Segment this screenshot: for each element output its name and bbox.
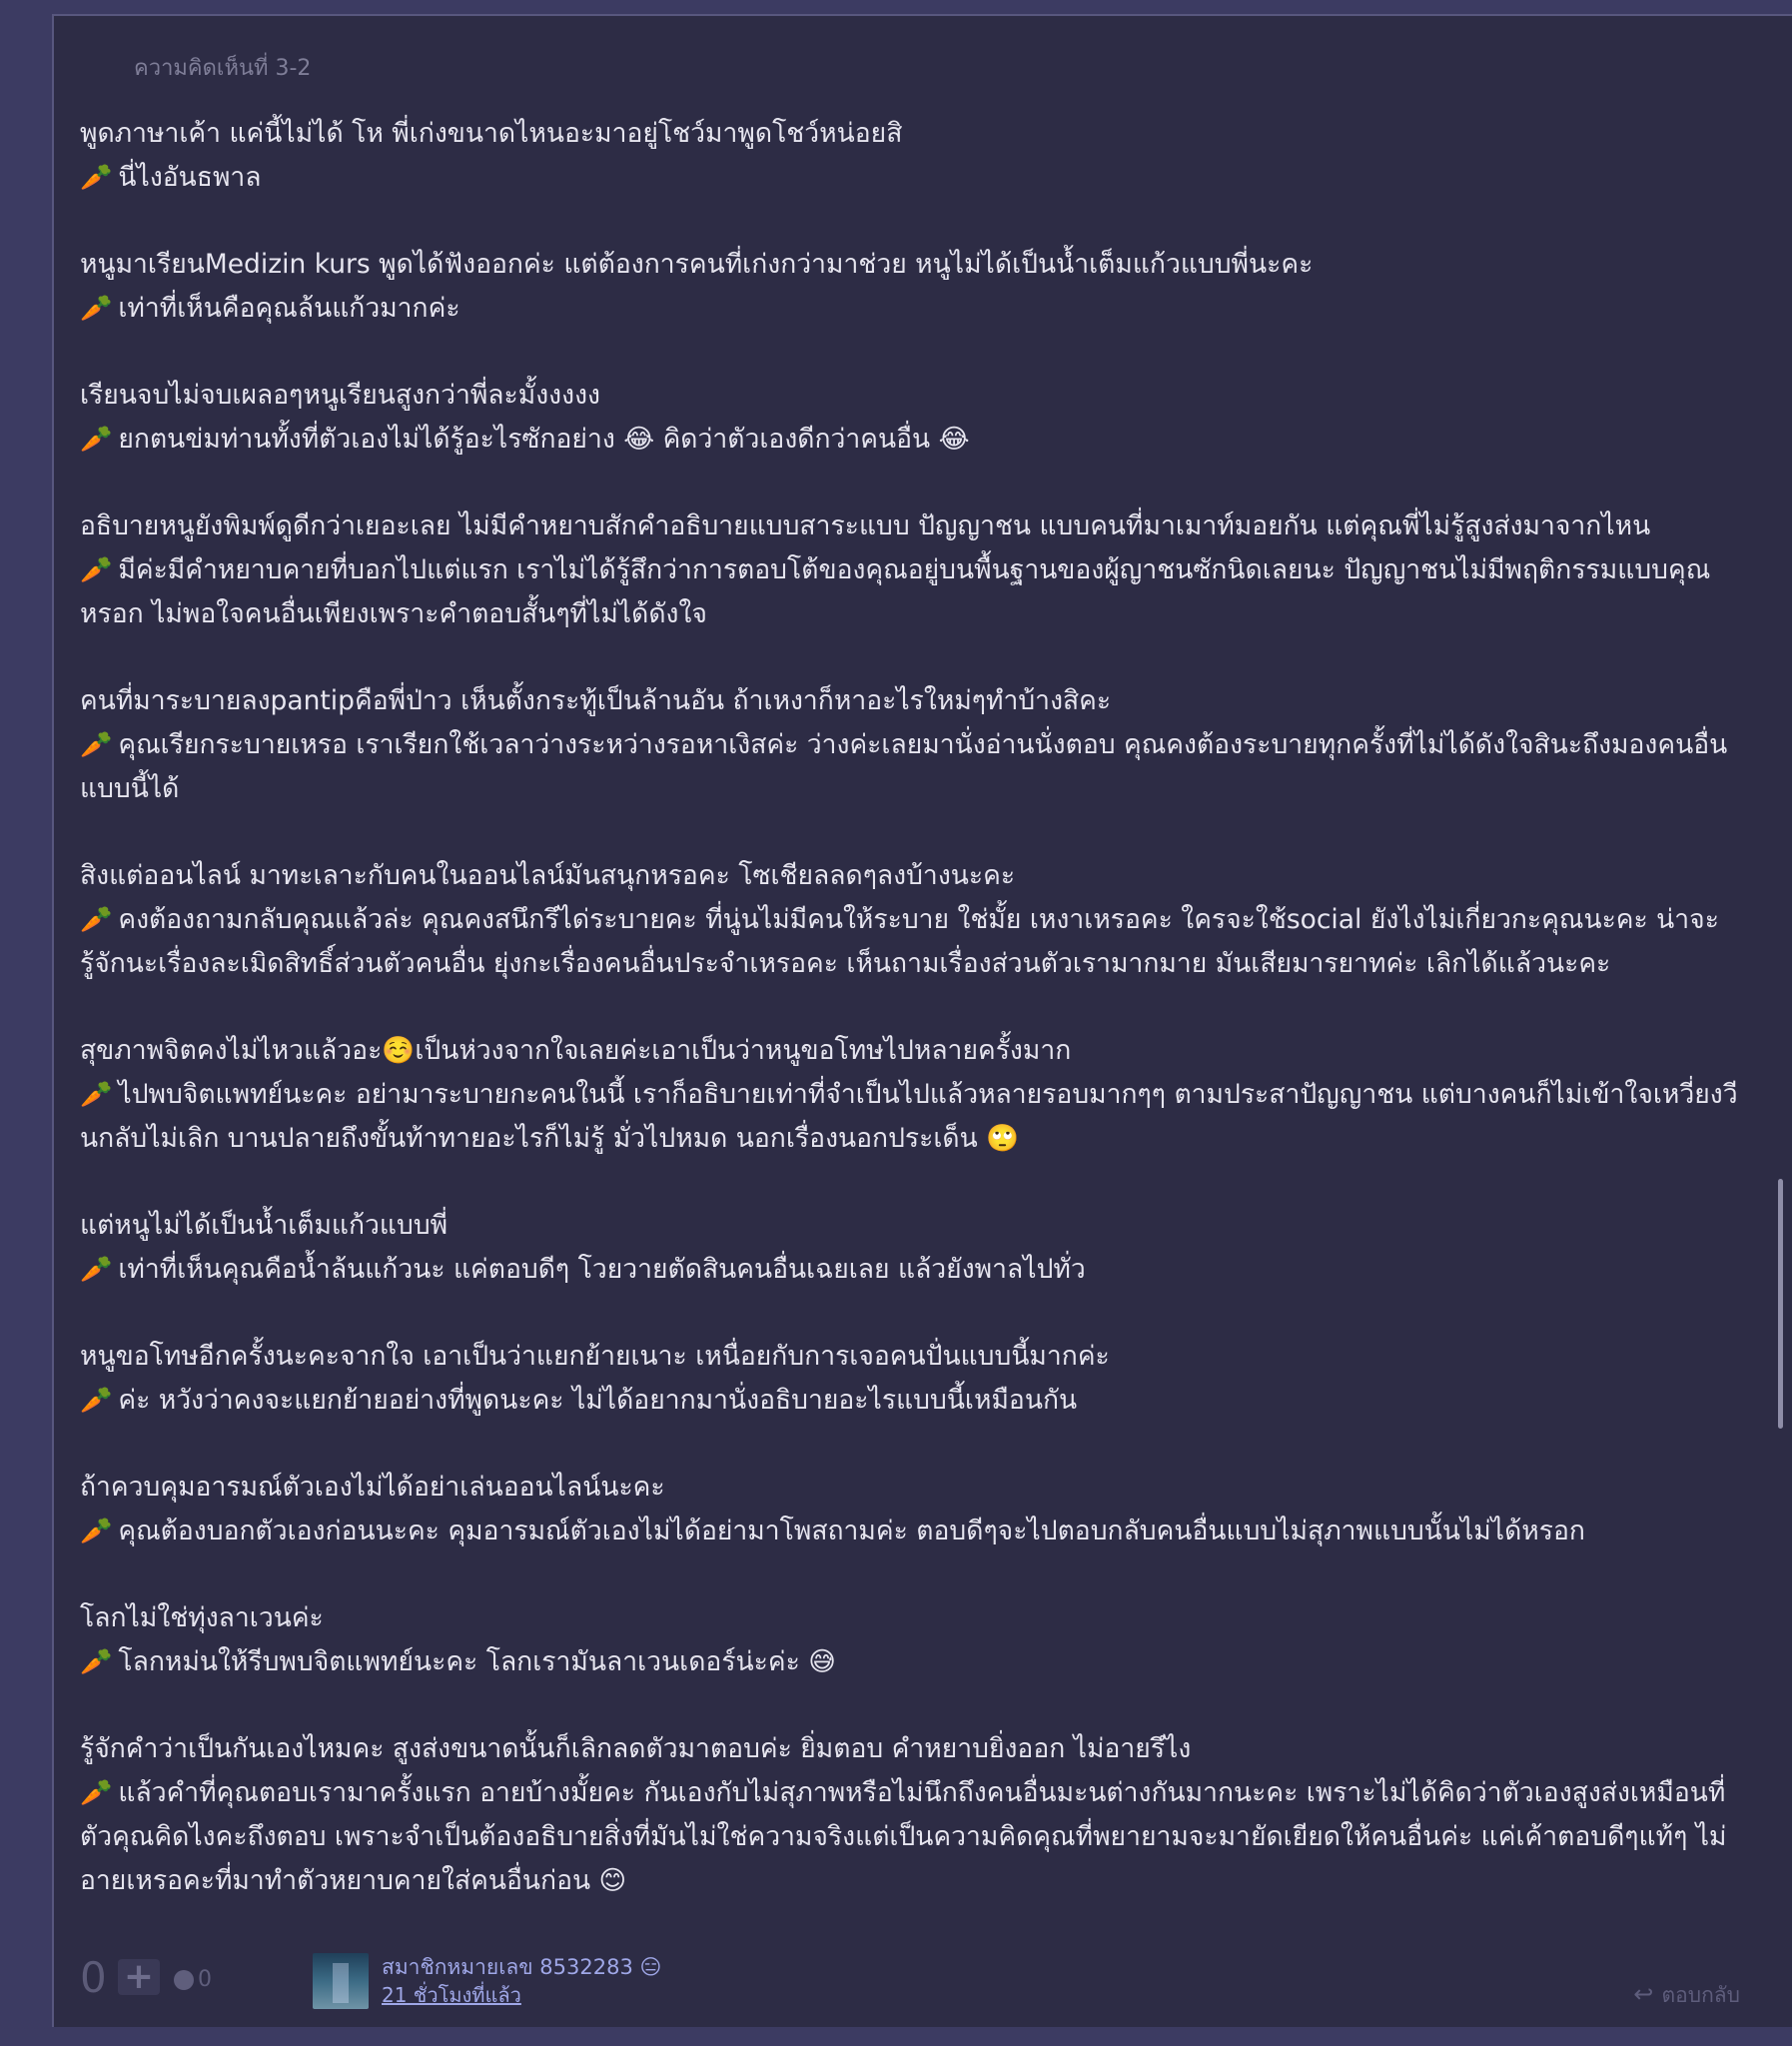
comment-exchange [80,854,1740,986]
answer-line [80,156,1740,200]
vote-plus-button[interactable]: + [118,1959,160,1995]
answer-line [80,287,1740,331]
comment-exchange [80,1727,1740,1903]
comment-body [80,112,1740,1946]
answer-line [80,418,1740,462]
vote-count: 0 [80,1953,107,2002]
comment-exchange [80,374,1740,462]
quoted-line: หนูมาเรียนMedizin kurs พูดได้ฟังออกค่ะ แต่ต้องการคนที่เก่งกว่ามาช่วย หนูไม่ได้เป็นน้ำเต็มแก้วแบบพี่นะคะ [80,249,1314,280]
comment-time-link[interactable]: 21 ชั่วโมงที่แล้ว [382,1983,521,2007]
answer-text: ไปพบจิตแพทย์นะคะ อย่ามาระบายกะคนในนี้ เราก็อธิบายเท่าที่จำเป็นไปแล้วหลายรอบมากๆๆ ตามประสาปัญญาชน แต่บางคนก็ไม่เข้าใจเหวี่ยงวีนกลับไม่เลิก บานปลายถึงขั้นท้าทายอะไรก็ไม่รู้ มั่วไปหมด นอกเรื่องนอกประเด็น 🙄 [80,1079,1738,1154]
comment-exchange [80,505,1740,636]
answer-text: คุณต้องบอกตัวเองก่อนนะคะ คุมอารมณ์ตัวเองไม่ได้อย่ามาโพสถามค่ะ ตอบดีๆจะไปตอบกลับคนอื่นแบบไม่สุภาพแบบนั้นไม่ได้หรอก [118,1516,1585,1546]
answer-line [80,1771,1740,1903]
reply-icon: ↩ [1633,1980,1654,2008]
answer-text: นี่ไงอันธพาล [118,162,262,193]
answer-line [80,723,1740,811]
avatar[interactable] [313,1953,369,2009]
answer-text: โลกหม่นให้รีบพบจิตแพทย์นะคะ โลกเรามันลาเวนเดอร์น่ะค่ะ 😅 [118,1646,836,1677]
answer-line [80,1640,1740,1684]
comment-number: ความคิดเห็นที่ 3-2 [134,56,312,81]
comment-exchange [80,679,1740,811]
carrot-icon: 🥕 [80,163,113,193]
scrollbar[interactable] [1776,1179,1784,1429]
comment-exchange [80,1335,1740,1423]
avatar-image [333,1963,349,2003]
answer-line [80,548,1740,636]
quoted-line: คนที่มาระบายลงpantipคือพี่ป่าว เห็นตั้งกระทู้เป็นล้านอัน ถ้าเหงาก็หาอะไรใหม่ๆทำบ้างสิคะ [80,685,1112,716]
answer-text: คงต้องถามกลับคุณแล้วล่ะ คุณคงสนึกรึได่ระบายคะ ที่นู่นไม่มีคนให้ระบาย ใช่มั้ย เหงาเหรอคะ ใครจะใช้social ยังไงไม่เกี่ยวกะคุณนะคะ น่าจะรู้จักนะเรื่องละเมิดสิทธิ์ส่วนตัวคนอื่น ยุ่งกะเรื่องคนอื่นประจำเหรอคะ เห็นถามเรื่องส่วนตัวเรามากมาย มันเสียมารยาทค่ะ เลิกได้แล้วนะคะ [80,904,1719,979]
comment-exchange [80,112,1740,200]
quoted-line: เรียนจบไม่จบเผลอๆหนูเรียนสูงกว่าพี่ละมั้งงงงง [80,380,600,411]
carrot-icon: 🥕 [80,1778,113,1808]
carrot-icon: 🥕 [80,1647,113,1677]
comment-exchange [80,1204,1740,1292]
comment-exchange [80,1596,1740,1684]
carrot-icon: 🥕 [80,425,113,455]
reply-button[interactable] [1633,1979,1740,2012]
answer-text: ยกตนข่มท่านทั้งที่ตัวเองไม่ได้รู้อะไรซักอย่าง 😂 คิดว่าตัวเองดีกว่าคนอื่น 😂 [118,424,970,455]
comment-footer [80,1953,1740,2013]
answer-text: เท่าที่เห็นคือคุณล้นแก้วมากค่ะ [118,293,460,324]
quoted-line: หนูขอโทษอีกครั้งนะคะจากใจ เอาเป็นว่าแยกย้ายเนาะ เหนื่อยกับการเจอคนปั่นแบบนี้มากค่ะ [80,1341,1110,1372]
quoted-line: แต่หนูไม่ได้เป็นน้ำเต็มแก้วแบบพี่ [80,1210,448,1241]
quoted-line: พูดภาษาเค้า แค่นี้ไม่ได้ โห พี่เก่งขนาดไหนอะมาอยู่โชว์มาพูดโชว์หน่อยสิ [80,118,903,149]
quoted-line: ถ้าควบคุมอารมณ์ตัวเองไม่ได้อย่าเล่นออนไลน์นะคะ [80,1472,665,1503]
answer-line [80,898,1740,986]
carrot-icon: 🥕 [80,555,113,585]
carrot-icon: 🥕 [80,1255,113,1285]
member-name: สมาชิกหมายเลข 8532283 [382,1955,633,1979]
quoted-line: อธิบายหนูยังพิมพ์ดูดีกว่าเยอะเลย ไม่มีคำหยาบสักคำอธิบายแบบสาระแบบ ปัญญาชน แบบคนที่มาเมาท์มอยกัน แต่คุณพี่ไม่รู้สูงส่งมาจากไหน [80,511,1651,541]
answer-line [80,1510,1740,1553]
emotion-icon [174,1970,194,1990]
comment-exchange [80,1029,1740,1161]
carrot-icon: 🥕 [80,1386,113,1416]
answer-text: เท่าที่เห็นคุณคือน้ำล้นแก้วนะ แค่ตอบดีๆ โวยวายตัดสินคนอื่นเฉยเลย แล้วยังพาลไปทั่ว [118,1254,1086,1285]
carrot-icon: 🥕 [80,1080,113,1110]
answer-line [80,1248,1740,1292]
quoted-line: สุขภาพจิตคงไม่ไหวแล้วอะ☺️เป็นห่วงจากใจเลยค่ะเอาเป็นว่าหนูขอโทษไปหลายครั้งมาก [80,1035,1072,1066]
member-badge-icon: 😑 [639,1955,662,1979]
scrollbar-thumb[interactable] [1778,1179,1783,1429]
carrot-icon: 🥕 [80,905,113,935]
carrot-icon: 🥕 [80,294,113,324]
comment-exchange [80,243,1740,331]
answer-text: ค่ะ หวังว่าคงจะแยกย้ายอย่างที่พูดนะคะ ไม่ได้อยากมานั่งอธิบายอะไรแบบนี้เหมือนกัน [118,1385,1078,1416]
carrot-icon: 🥕 [80,730,113,760]
answer-line [80,1073,1740,1161]
comment-exchange [80,1466,1740,1553]
quoted-line: โลกไม่ใช่ทุ่งลาเวนค่ะ [80,1602,324,1633]
emotion-count: 0 [198,1967,212,1992]
answer-text: คุณเรียกระบายเหรอ เราเรียกใช้เวลาว่างระหว่างรอหาเงิสค่ะ ว่างค่ะเลยมานั่งอ่านนั่งตอบ คุณคงต้องระบายทุกครั้งที่ไม่ได้ดังใจสินะถึงมองคนอื่นแบบนี้ได้ [80,729,1728,804]
answer-text: มีค่ะมีคำหยาบคายที่บอกไปแต่แรก เราไม่ได้รู้สึกว่าการตอบโต้ของคุณอยู่บนพื้นฐานของผู้ญาชนซักนิดเลยนะ ปัญญาชนไม่มีพฤติกรรมแบบคุณหรอก ไม่พอใจคนอื่นเพียงเพราะคำตอบสั้นๆที่ไม่ได้ดังใจ [80,554,1711,629]
carrot-icon: 🥕 [80,1517,113,1546]
reply-label: ตอบกลับ [1661,1983,1740,2007]
answer-line [80,1379,1740,1423]
quoted-line: สิงแต่ออนไลน์ มาทะเลาะกับคนในออนไลน์มันสนุกหรอคะ โซเชียลลดๆลงบ้างนะคะ [80,860,1016,891]
emotion-button[interactable] [174,1967,212,1992]
answer-text: แล้วคำที่คุณตอบเรามาครั้งแรก อายบ้างมั้ยคะ กันเองกับไม่สุภาพหรือไม่นึกถึงคนอื่นมะนต่างกันมากนะคะ เพราะไม่ได้คิดว่าตัวเองสูงส่งเหมือนที่ตัวคุณคิดไงคะถึงตอบ เพราะจำเป็นต้องอธิบายสิ่งที่มันไม่ใช่ความจริงแต่เป็นความคิดคุณที่พยายามจะมายัดเยียดให้คนอื่นค่ะ แค่เค้าตอบดีๆแท้ๆ ไม่อายเหรอคะที่มาทำตัวหยาบคายใส่คนอื่นก่อน 😊 [80,1777,1727,1896]
quoted-line: รู้จักคำว่าเป็นกันเองไหมคะ สูงส่งขนาดนั้นก็เลิกลดตัวมาตอบค่ะ ยิ่มตอบ คำหยาบยิ่งออก ไม่อายรึไง [80,1733,1192,1764]
